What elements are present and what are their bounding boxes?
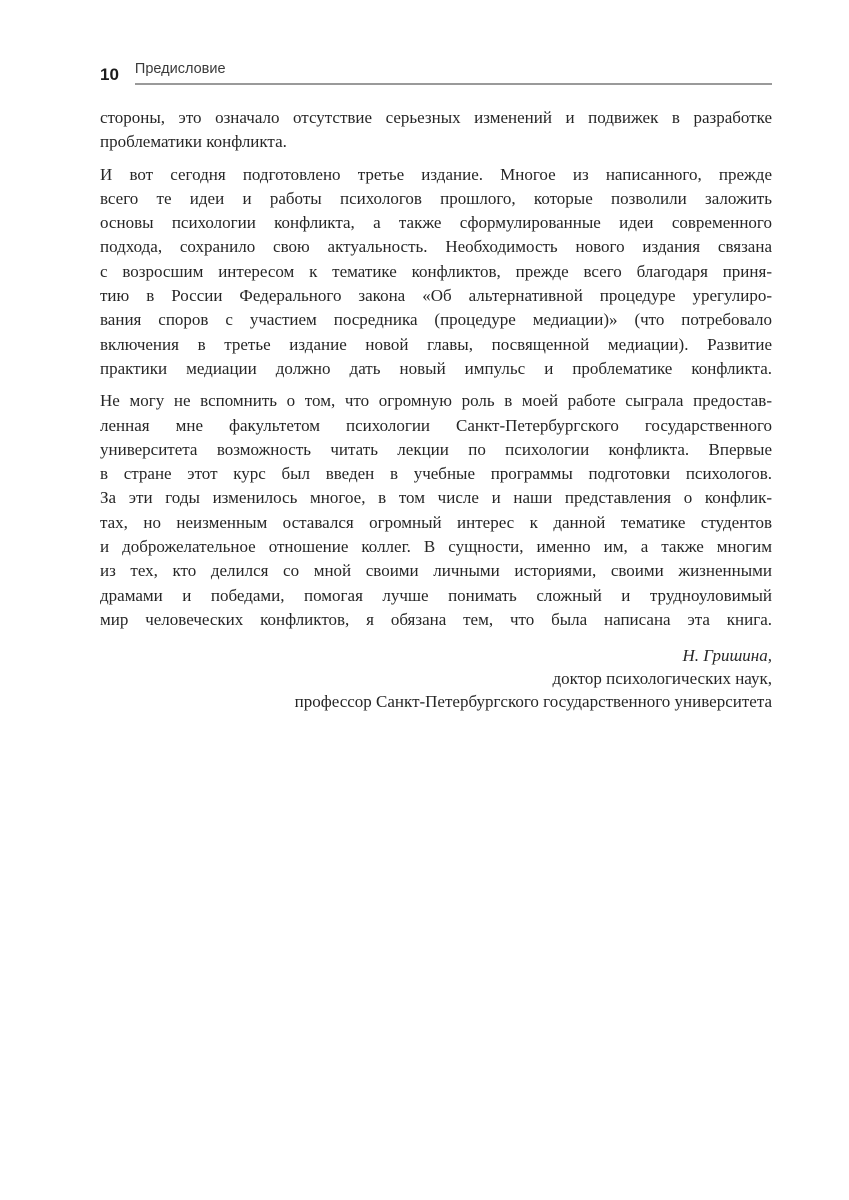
text-line: тах, но неизменным оставался огромный интерес к данной тематике студентов xyxy=(100,512,772,532)
text-line: драмами и победами, помогая лучше понимать сложный и трудноуловимый xyxy=(100,585,772,605)
text-line: из тех, кто делился со мной своими личными историями, своими жизненными xyxy=(100,561,772,581)
paragraph xyxy=(100,106,772,155)
text-line: И вот сегодня подготовлено третье издание. Многое из написанного, прежде xyxy=(100,164,772,184)
text-line: и доброжелательное отношение коллег. В сущности, именно им, а также многим xyxy=(100,537,772,557)
signature-credential-degree: доктор психологических наук, xyxy=(552,669,772,689)
text-line: вания споров с участием посредника (процедуре медиации)» (что потребовало xyxy=(100,310,772,330)
header-rule xyxy=(135,60,772,85)
text-line: тию в России Федерального закона «Об альтернативной процедуре урегулиро- xyxy=(100,286,772,306)
body-text xyxy=(100,106,772,632)
text-line: ленная мне факультетом психологии Санкт-Петербургского государственного xyxy=(100,415,772,435)
text-line: практики медиации должно дать новый импульс и проблематике конфликта. xyxy=(100,358,772,378)
signature-author: Н. Гришина, xyxy=(682,646,772,666)
paragraph xyxy=(100,163,772,382)
signature-block xyxy=(100,644,772,713)
text-line: всего те идеи и работы психологов прошлого, которые позволили заложить xyxy=(100,188,772,208)
text-line: основы психологии конфликта, а также сформулированные идеи современного xyxy=(100,213,772,233)
page-number: 10 xyxy=(100,65,119,84)
text-line: в стране этот курс был введен в учебные программы подготовки психологов. xyxy=(100,464,772,484)
text-line: За эти годы изменилось многое, в том числе и наши представления о конфлик- xyxy=(100,488,772,508)
text-line: проблематики конфликта. xyxy=(100,132,287,152)
text-column xyxy=(100,60,772,713)
text-line: включения в третье издание новой главы, посвященной медиации). Развитие xyxy=(100,334,772,354)
text-line: мир человеческих конфликтов, я обязана тем, что была написана эта книга. xyxy=(100,609,772,629)
section-title: Предисловие xyxy=(134,61,226,77)
text-line: университета возможность читать лекции по психологии конфликта. Впервые xyxy=(100,439,772,459)
text-line: подхода, сохранило свою актуальность. Необходимость нового издания связана xyxy=(100,237,772,257)
text-line: Не могу не вспомнить о том, что огромную роль в моей работе сыграла предостав- xyxy=(100,391,772,411)
text-line: стороны, это означало отсутствие серьезных изменений и подвижек в разработке xyxy=(100,108,772,127)
signature-credential-title: профессор Санкт-Петербургского государственного университета xyxy=(294,692,772,712)
paragraph xyxy=(100,389,772,632)
running-header xyxy=(100,60,772,85)
text-line: с возросшим интересом к тематике конфликтов, прежде всего благодаря приня- xyxy=(100,261,772,281)
